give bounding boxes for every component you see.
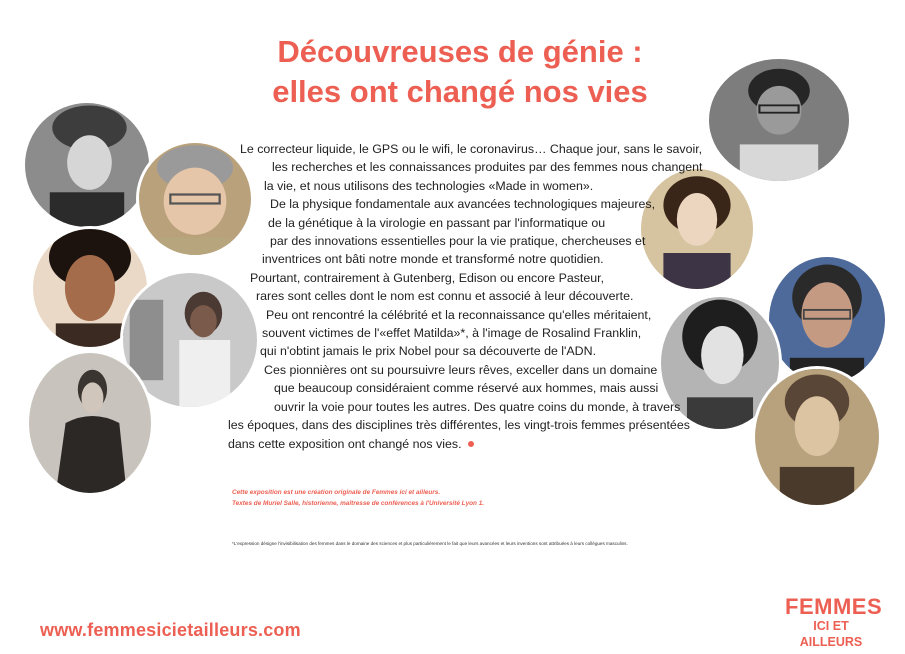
intro-line: par des innovations essentielles pour la vie pratique, chercheuses et <box>270 234 646 249</box>
intro-line: De la physique fondamentale aux avancées technologiques majeures, <box>270 197 656 212</box>
intro-line: Le correcteur liquide, le GPS ou le wifi, le coronavirus… Chaque jour, sans le savoir, <box>240 142 703 156</box>
intro-line-last <box>228 435 688 453</box>
title-line-2: elles ont changé nos vies <box>272 74 648 109</box>
intro-line: les époques, dans des disciplines très différentes, les vingt-trois femmes présentées <box>228 418 690 433</box>
footnote: *L'expression désigne l'invisibilisation des femmes dans le domaine des sciences et plus particulièrement le fait que leurs avancées et leurs inventions sont attribuées à leurs collègues masculins. <box>232 541 628 546</box>
intro-line: la vie, et nous utilisons des technologies «Made in women». <box>264 178 594 193</box>
intro-line: Ces pionnières ont su poursuivre leurs rêves, exceller dans un domaine <box>264 362 658 377</box>
intro-line: de la génétique à la virologie en passant par l'informatique ou <box>268 215 606 230</box>
intro-line: ouvrir la voie pour toutes les autres. Des quatre coins du monde, à travers <box>274 399 681 414</box>
femmes-ici-et-ailleurs-logo <box>785 594 883 650</box>
portrait-photo-6 <box>706 56 852 184</box>
intro-line: qui n'obtint jamais le prix Nobel pour sa découverte de l'ADN. <box>260 344 597 359</box>
intro-line-text: dans cette exposition ont changé nos vies. <box>228 436 462 451</box>
intro-line: inventrices ont bâti notre monde et transformé notre quotidien. <box>262 252 604 267</box>
portrait-photo-5 <box>26 350 154 496</box>
website-link[interactable]: www.femmesicietailleurs.com <box>40 620 301 640</box>
logo-line-2: ICI ET AILLEURS <box>799 619 863 649</box>
intro-line: Peu ont rencontré la célébrité et la reconnaissance qu'elles méritaient, <box>266 307 652 322</box>
intro-line: souvent victimes de l'«effet Matilda»*, à l'image de Rosalind Franklin, <box>262 326 642 341</box>
end-dot-icon <box>468 441 474 447</box>
intro-text <box>228 140 703 453</box>
credits-line-2: Textes de Muriel Salle, historienne, maîtresse de conférences à l'Université Lyon 1. <box>232 500 485 507</box>
intro-line: que beaucoup considéraient comme réservé aux hommes, mais aussi <box>274 381 659 396</box>
logo-line-1: FEMMES <box>785 594 883 619</box>
intro-line: rares sont celles dont le nom est connu et associé à leur découverte. <box>256 289 634 304</box>
intro-line: Pourtant, contrairement à Gutenberg, Edison ou encore Pasteur, <box>250 270 605 285</box>
portrait-photo-10 <box>752 366 882 508</box>
page-title <box>200 32 720 112</box>
portrait-photo-1 <box>22 100 152 230</box>
title-line-1: Découvreuses de génie : <box>277 34 643 69</box>
credits-line-1: Cette exposition est une création originale de Femmes ici et ailleurs. <box>232 489 441 496</box>
intro-line: les recherches et les connaissances produites par des femmes nous changent <box>272 160 703 175</box>
exhibition-credits <box>232 487 484 509</box>
